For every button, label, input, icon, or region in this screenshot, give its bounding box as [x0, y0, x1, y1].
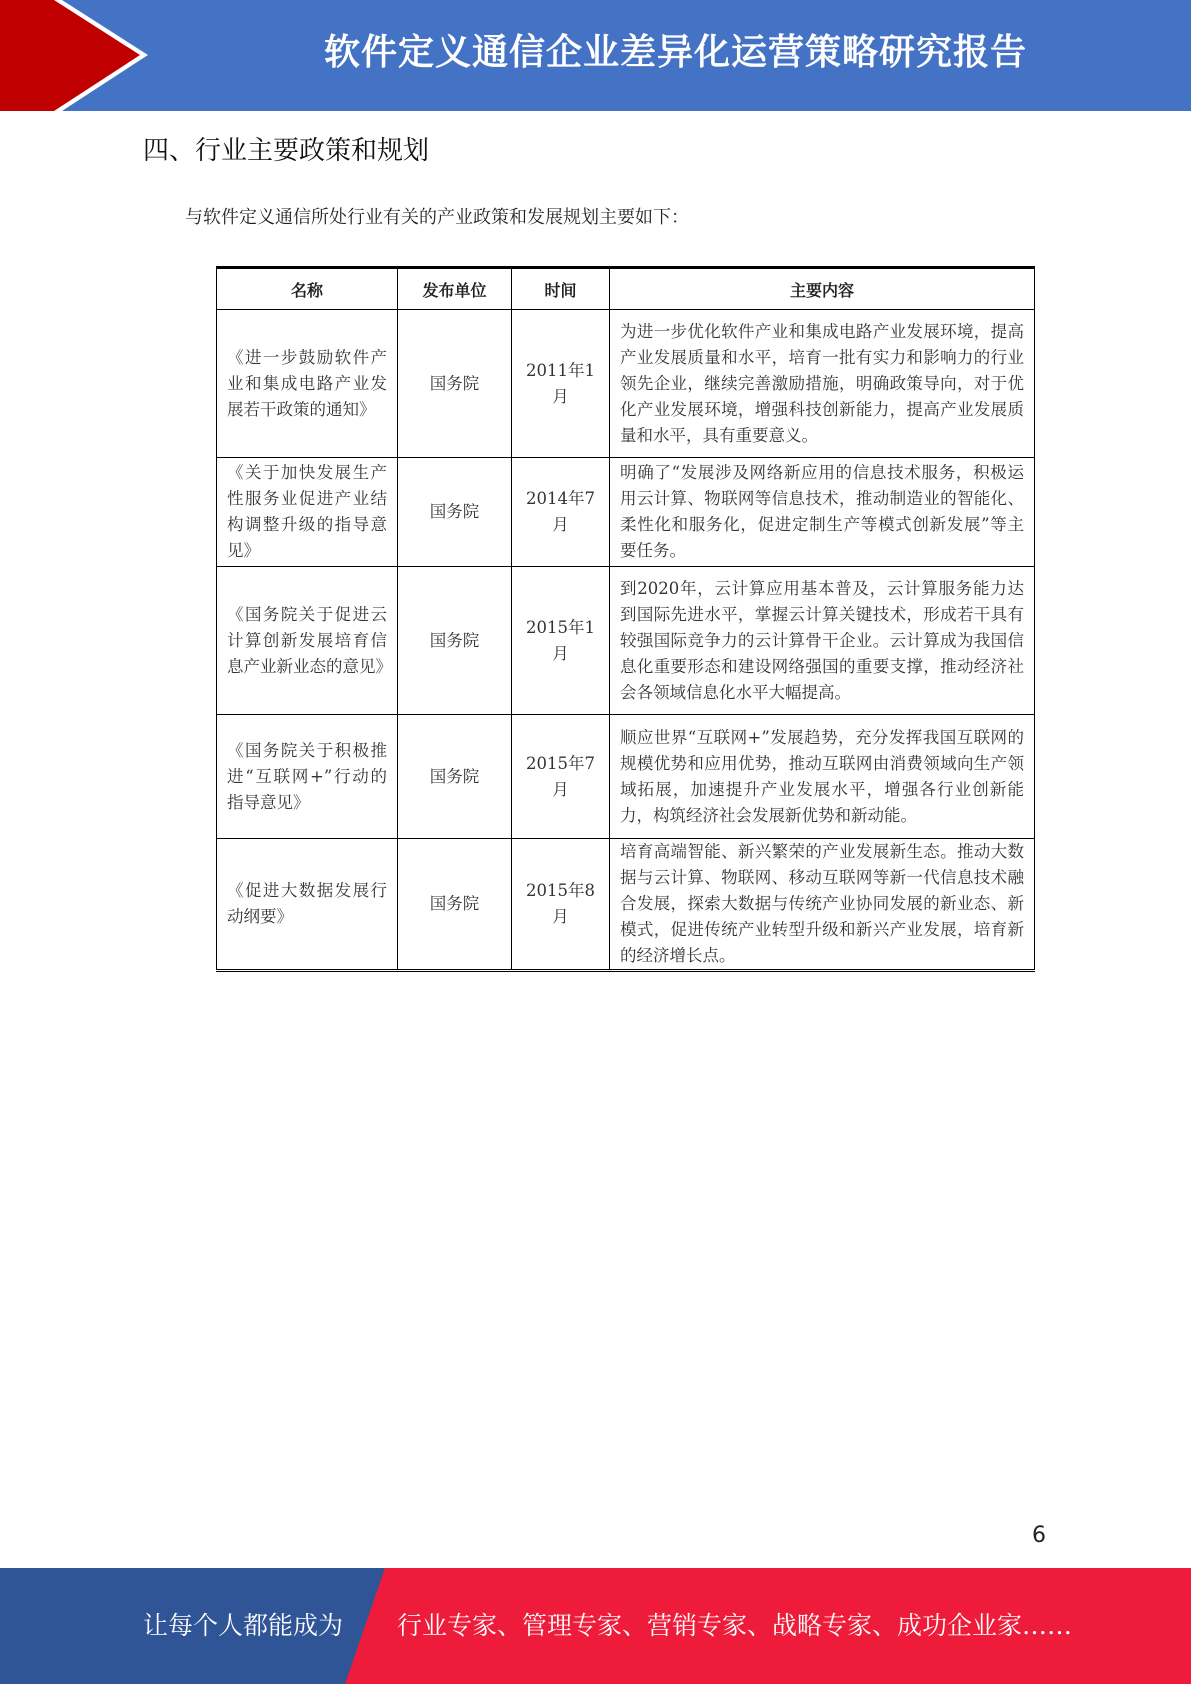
policy-name: 《促进大数据发展行动纲要》	[217, 839, 398, 971]
policy-name: 《国务院关于促进云计算创新发展培育信息产业新业态的意见》	[217, 567, 398, 715]
header-org: 发布单位	[398, 268, 512, 310]
page-number: 6	[1032, 1523, 1046, 1548]
policy-org: 国务院	[398, 839, 512, 971]
header-arrow-icon	[0, 0, 160, 111]
policy-org: 国务院	[398, 310, 512, 458]
policy-name: 《进一步鼓励软件产业和集成电路产业发展若干政策的通知》	[217, 310, 398, 458]
table-row	[217, 310, 1035, 458]
page-footer	[0, 1568, 1191, 1684]
table-row	[217, 567, 1035, 715]
policy-content: 为进一步优化软件产业和集成电路产业发展环境，提高产业发展质量和水平，培育一批有实力和影响力的行业领先企业，继续完善激励措施，明确政策导向，对于优化产业发展环境，增强科技创新能力，提高产业发展质量和水平，具有重要意义。	[610, 310, 1035, 458]
table-row	[217, 839, 1035, 971]
table-header-row	[217, 268, 1035, 310]
policy-name: 《国务院关于积极推进“互联网+”行动的指导意见》	[217, 715, 398, 839]
footer-slogan-right: 行业专家、管理专家、营销专家、战略专家、成功企业家……	[397, 1611, 1073, 1640]
intro-paragraph: 与软件定义通信所处行业有关的产业政策和发展规划主要如下：	[185, 207, 689, 228]
page-header	[0, 0, 1191, 111]
policy-content: 培育高端智能、新兴繁荣的产业发展新生态。推动大数据与云计算、物联网、移动互联网等新一代信息技术融合发展，探索大数据与传统产业协同发展的新业态、新模式，促进传统产业转型升级和新兴产业发展，培育新的经济增长点。	[610, 839, 1035, 971]
table-row	[217, 715, 1035, 839]
section-title: 四、行业主要政策和规划	[143, 136, 430, 166]
header-name: 名称	[217, 268, 398, 310]
policy-time: 2015年7月	[512, 715, 610, 839]
policy-time: 2011年1月	[512, 310, 610, 458]
policy-org: 国务院	[398, 715, 512, 839]
policy-org: 国务院	[398, 567, 512, 715]
policy-time: 2015年1月	[512, 567, 610, 715]
report-title: 软件定义通信企业差异化运营策略研究报告	[323, 32, 1027, 73]
header-content: 主要内容	[610, 268, 1035, 310]
policy-time: 2015年8月	[512, 839, 610, 971]
policy-content: 顺应世界“互联网+”发展趋势，充分发挥我国互联网的规模优势和应用优势，推动互联网由消费领域向生产领域拓展，加速提升产业发展水平，增强各行业创新能力，构筑经济社会发展新优势和新动能。	[610, 715, 1035, 839]
policy-name: 《关于加快发展生产性服务业促进产业结构调整升级的指导意见》	[217, 458, 398, 567]
footer-slogan-left: 让每个人都能成为	[143, 1611, 344, 1640]
policy-content: 到2020年，云计算应用基本普及，云计算服务能力达到国际先进水平，掌握云计算关键技术，形成若干具有较强国际竞争力的云计算骨干企业。云计算成为我国信息化重要形态和建设网络强国的重要支撑，推动经济社会各领域信息化水平大幅提高。	[610, 567, 1035, 715]
header-time: 时间	[512, 268, 610, 310]
policy-table	[216, 266, 1035, 972]
policy-content: 明确了“发展涉及网络新应用的信息技术服务，积极运用云计算、物联网等信息技术，推动制造业的智能化、柔性化和服务化，促进定制生产等模式创新发展”等主要任务。	[610, 458, 1035, 567]
policy-time: 2014年7月	[512, 458, 610, 567]
policy-org: 国务院	[398, 458, 512, 567]
table-row	[217, 458, 1035, 567]
